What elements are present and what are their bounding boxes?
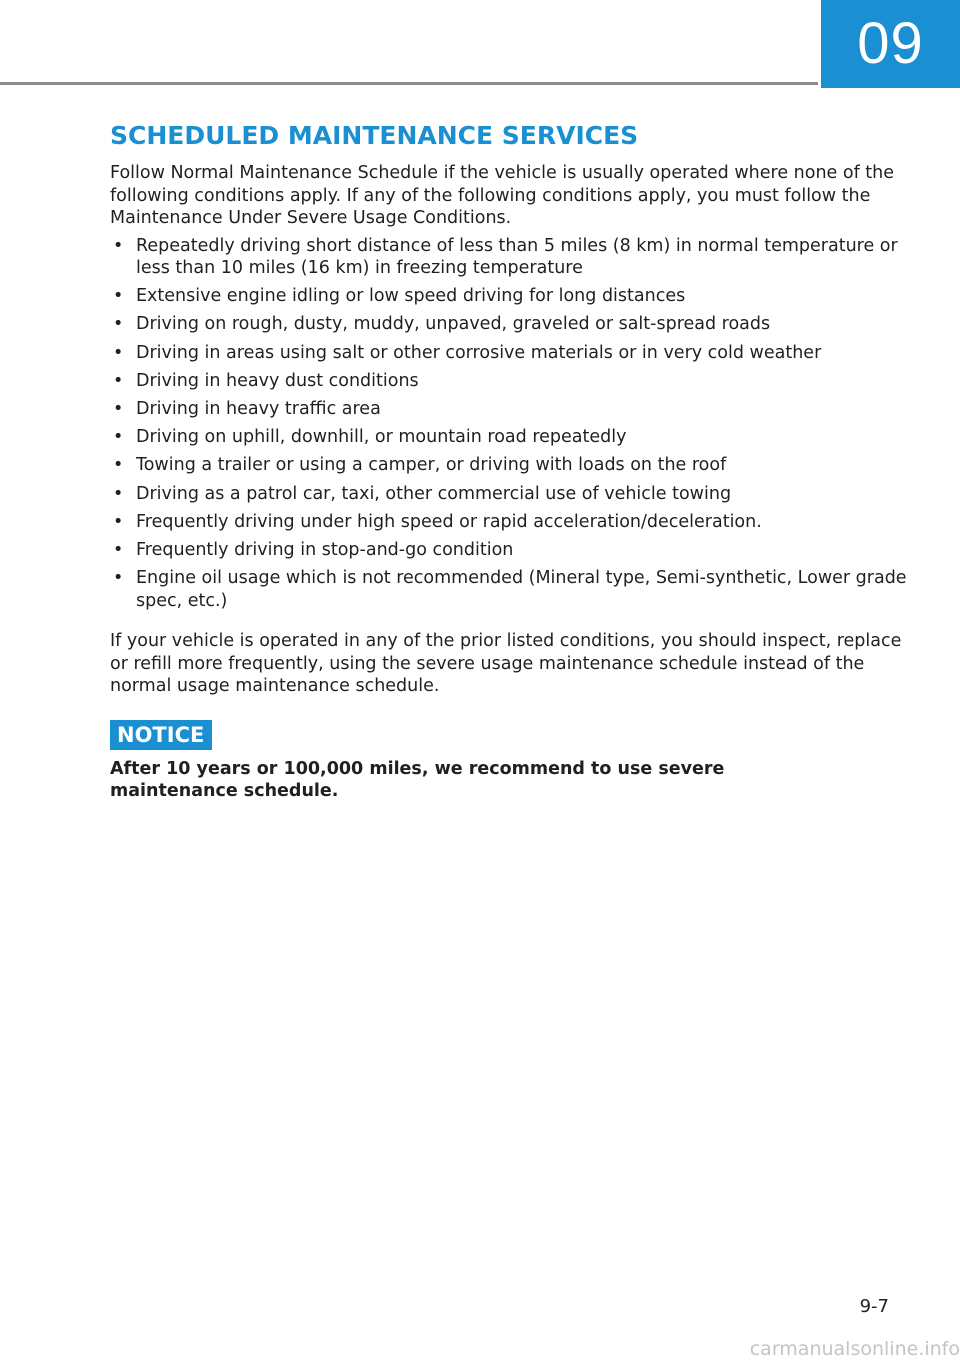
list-item-text: Frequently driving in stop-and-go condition (136, 539, 514, 560)
intro-paragraph: Follow Normal Maintenance Schedule if the vehicle is usually operated where none of the following conditions apply. If any of the following conditions apply, you must follow the Maintenance Under Severe Usage Conditions. (110, 163, 895, 228)
list-item-text: Driving in heavy dust conditions (136, 370, 419, 391)
list-item-text: Extensive engine idling or low speed driving for long distances (136, 286, 686, 307)
bullet-icon: • (113, 235, 124, 256)
notice-text: After 10 years or 100,000 miles, we recommend to use severe maintenance schedule. (110, 758, 725, 802)
list-item (110, 342, 910, 365)
page-number: 9-7 (859, 1296, 889, 1317)
list-item (110, 398, 910, 421)
bullet-icon: • (113, 568, 124, 589)
bullet-icon: • (113, 427, 124, 448)
list-item (110, 285, 910, 308)
list-item-text: Driving in heavy traffic area (136, 398, 381, 419)
main-content (110, 118, 910, 803)
bullet-icon: • (113, 455, 124, 476)
list-item (110, 370, 910, 393)
bullet-icon: • (113, 370, 124, 391)
bullet-icon: • (113, 286, 124, 307)
list-item-text: Driving on rough, dusty, muddy, unpaved, graveled or salt-spread roads (136, 314, 771, 335)
notice-badge: NOTICE (110, 720, 212, 750)
list-item (110, 539, 910, 562)
list-item (110, 567, 910, 612)
bullet-icon: • (113, 539, 124, 560)
list-item-text: Frequently driving under high speed or rapid acceleration/deceleration. (136, 511, 762, 532)
list-item-text: Repeatedly driving short distance of less than 5 miles (8 km) in normal temperature or less than 10 miles (16 km) in freezing temperature (136, 235, 898, 278)
header-rule (0, 82, 818, 85)
list-item (110, 235, 910, 280)
closing-paragraph: If your vehicle is operated in any of the prior listed conditions, you should inspect, replace or refill more frequently, using the severe usage maintenance schedule instead of the normal usage maintenance schedule. (110, 631, 902, 697)
list-item (110, 426, 910, 449)
section-title: SCHEDULED MAINTENANCE SERVICES (110, 121, 639, 150)
list-item-text: Driving on uphill, downhill, or mountain road repeatedly (136, 427, 627, 448)
bullet-icon: • (113, 398, 124, 419)
watermark: carmanualsonline.info (749, 1338, 960, 1360)
bullet-icon: • (113, 314, 124, 335)
list-item (110, 313, 910, 336)
conditions-list (110, 235, 910, 613)
chapter-tab: 09 (821, 0, 960, 88)
list-item-text: Driving as a patrol car, taxi, other commercial use of vehicle towing (136, 483, 732, 504)
bullet-icon: • (113, 511, 124, 532)
bullet-icon: • (113, 483, 124, 504)
list-item (110, 483, 910, 506)
list-item-text: Driving in areas using salt or other corrosive materials or in very cold weather (136, 342, 822, 363)
list-item-text: Engine oil usage which is not recommended (Mineral type, Semi-synthetic, Lower grade spec, etc.) (136, 568, 907, 611)
list-item (110, 511, 910, 534)
list-item (110, 454, 910, 477)
list-item-text: Towing a trailer or using a camper, or driving with loads on the roof (136, 455, 727, 476)
bullet-icon: • (113, 342, 124, 363)
